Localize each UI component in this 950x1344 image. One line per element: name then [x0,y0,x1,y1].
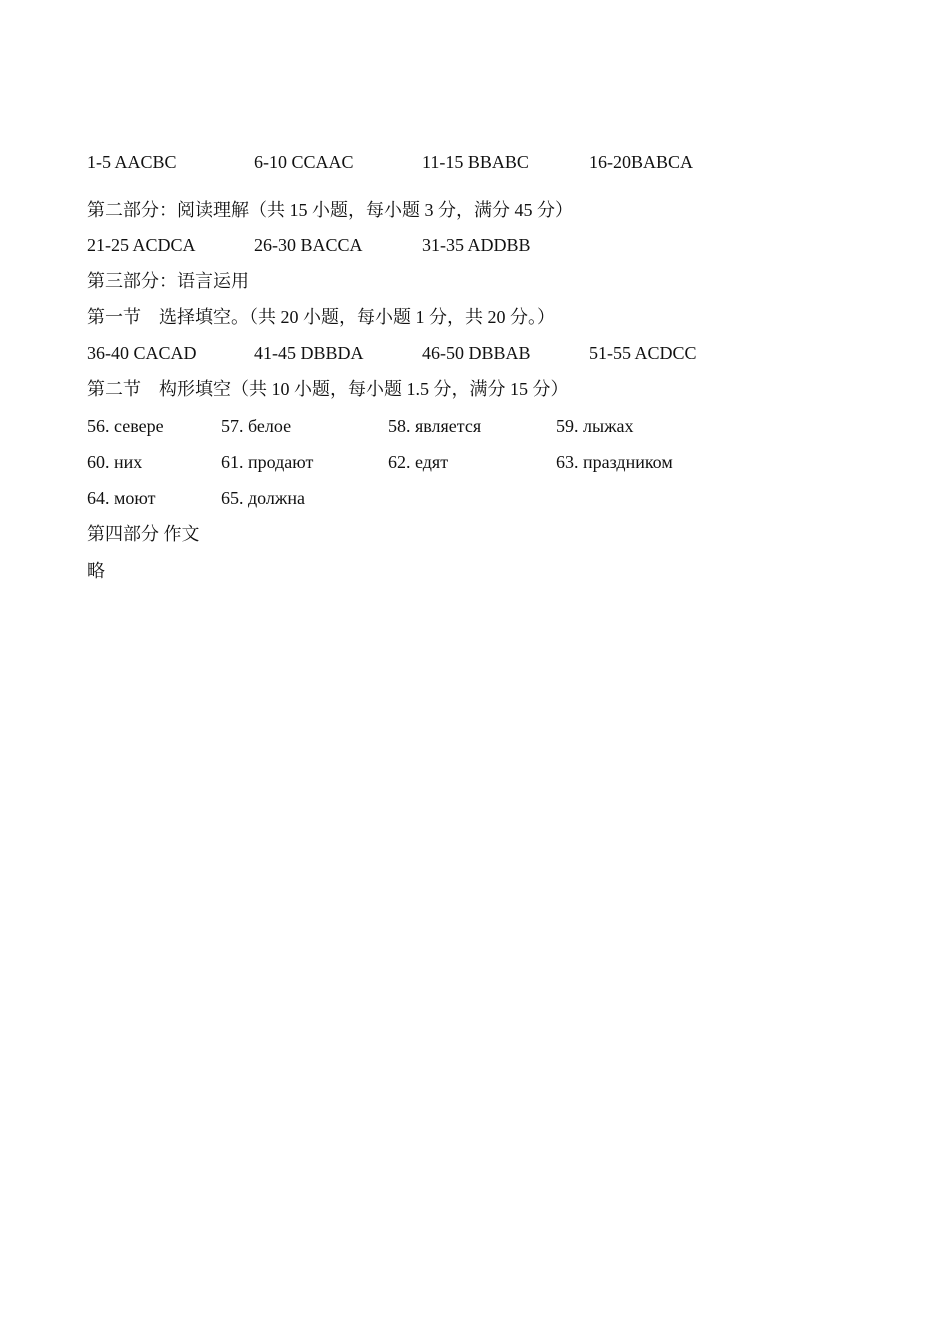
word-answer: 58. является [388,416,482,436]
answer-group: 46-50 DBBAB [422,343,531,363]
answer-group: 16-20BABCA [589,152,694,172]
word-answer: 65. должна [221,488,305,508]
word-answer: 62. едят [388,452,449,472]
answer-group: 51-55 ACDCC [589,343,697,363]
section-heading: 第四部分 作文 [87,524,200,544]
answer-group: 21-25 ACDCA [87,235,196,255]
subsection-heading: 第二节 构形填空（共 10 小题，每小题 1.5 分，满分 15 分） [87,379,569,399]
section-heading: 第三部分：语言运用 [87,271,249,291]
word-answer: 64. моют [87,488,156,508]
answer-group: 41-45 DBBDA [254,343,364,363]
answer-group: 11-15 BBABC [422,152,529,172]
answer-group: 26-30 BACCA [254,235,363,255]
word-answer: 59. лыжах [556,416,634,436]
word-answer: 61. продают [221,452,314,472]
answer-group: 1-5 AACBC [87,152,177,172]
word-answer: 63. праздником [556,452,673,472]
answer-group: 31-35 ADDBB [422,235,531,255]
word-answer: 56. севере [87,416,164,436]
section-heading: 第二部分：阅读理解（共 15 小题，每小题 3 分，满分 45 分） [87,200,573,220]
answer-group: 36-40 CACAD [87,343,197,363]
essay-placeholder-text: 略 [87,561,105,581]
word-answer: 60. них [87,452,143,472]
answer-group: 6-10 CCAAC [254,152,354,172]
word-answer: 57. белое [221,416,292,436]
subsection-heading: 第一节 选择填空。（共 20 小题，每小题 1 分，共 20 分。） [87,307,555,327]
